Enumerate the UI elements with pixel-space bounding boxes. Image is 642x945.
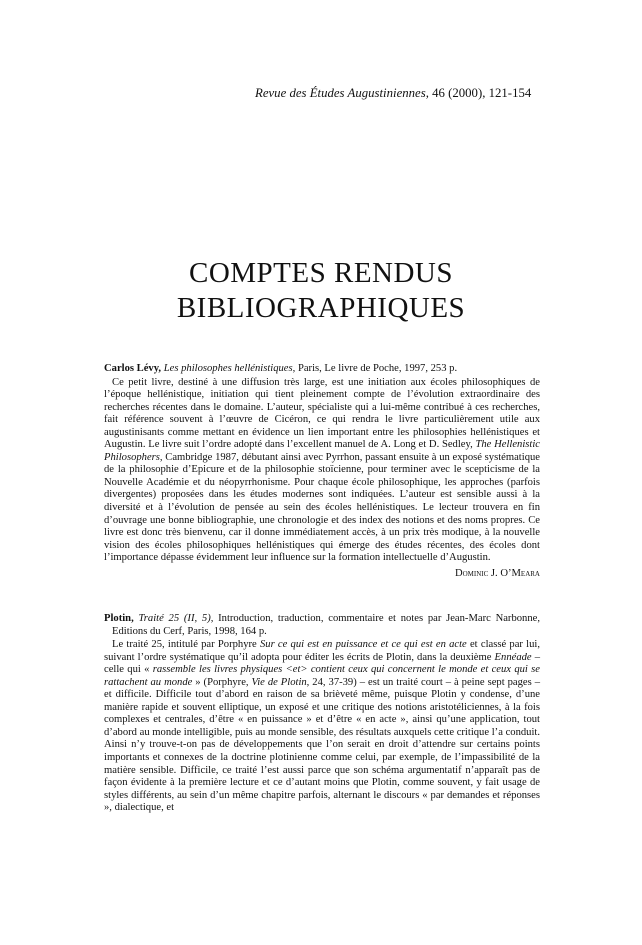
review-book-title: Les philosophes hellénistiques, bbox=[163, 363, 296, 374]
review-citation bbox=[104, 613, 540, 638]
section-title-line-1: COMPTES RENDUS bbox=[188, 257, 454, 289]
review-author: Plotin, bbox=[104, 613, 134, 624]
review-body-text: 24, 37-39) – est un traité court – à peine sept pages – et difficile. Difficile tout d’abord en raison de sa brièveté même, puisque Plotin y condense, d’une manière rapide et souvent elliptique, un exposé et une critique des notions aristotéliciennes, à la fois complexes et centrales, d’être « en puissance » et d’être « en acte », ainsi qu’une application, tout d’abord au monde intelligible, puis au monde sensible, des résultats auxquels cette critique l’a conduit. Ainsi n’y trouve-t-on pas de développements que l’on serait en droit d’attendre sur certains points importants et connexes de la doctrine plotinienne comme celui, par exemple, de l’impassibilité de la matière sensible. Difficile, ce traité l’est aussi parce que son schéma argumentatif n’apparaît pas de façon évidente à la première lecture et ce d’autant moins que Plotin, comme souvent, y fait usage de styles différents, au sein d’un même chapitre parfois, alternant le discours « par demandes et réponses », dialectique, et bbox=[104, 676, 540, 814]
review-body-italic: rassemble les livres physiques <et> contient ceux qui concernent le monde et ceux qui se rattachent au monde bbox=[104, 664, 540, 688]
section-title-line-2: BIBLIOGRAPHIQUES bbox=[176, 292, 466, 324]
review-levy bbox=[104, 363, 540, 580]
review-body-text: – celle qui « bbox=[104, 651, 541, 676]
review-body-text: » (Porphyre, bbox=[192, 676, 252, 688]
review-body bbox=[104, 639, 540, 815]
review-body-text: Ce petit livre, destiné à une diffusion très large, est une initiation aux écoles philosophiques de l’époque hellénistique, initiation qui tient pleinement compte de l’évolution extraordinaire des recherches récentes dans le domaine. L’auteur, spécialiste qui a lui-même contribué à ces recherches, fait référence souvent à l’œuvre de Cicéron, ce qui rendra le livre particulièrement utile aux augustinisants comme mettant en évidence un lien important entre les philosophies hellénistiques et Augustin. Le livre suit l’ordre adopté dans l’excellent manuel de A. Long et D. Sedley, bbox=[104, 376, 540, 451]
review-body-italic: Vie de Plotin, bbox=[251, 676, 310, 688]
running-header bbox=[255, 86, 585, 101]
review-body-text: Cambridge 1987, débutant ainsi avec Pyrrhon, passant ensuite à un exposé systématique de la philosophie d’Epicure et de la philosophie stoïcienne, pour terminer avec le scepticisme de la Nouvelle Académie et du néopyrrhonisme. Pour chaque école philosophique, les approches (parfois divergentes) proposées dans les études modernes sont indiquées. L’auteur est sensible aussi à la diversité et à l’évolution de pensée au sein des écoles hellénistiques. Le lecteur trouvera en fin d’ouvrage une bonne bibliographie, une chronologie et des index des notions et des noms propres. Ce livre est donc très bienvenu, car il donne immédiatement accès, à un prix très modique, à la nouvelle vision des écoles philosophiques hellénistiques qui émerge des études récentes, des écoles dont l’importance dépasse évidemment leur influence sur la formation intellectuelle d’Augustin. bbox=[104, 451, 540, 564]
review-book-title: Traité 25 (II, 5), bbox=[133, 613, 214, 624]
review-body bbox=[104, 377, 540, 565]
review-publication: Introduction, traduction, commentaire et notes par Jean-Marc Narbonne, Editions du Cerf, Paris, 1998, 164 p. bbox=[112, 613, 540, 637]
journal-name: Revue des Études Augustiniennes, bbox=[255, 86, 429, 100]
review-body-italic: The Hellenistic Philosophers, bbox=[104, 439, 540, 463]
review-body-italic: Ennéade bbox=[494, 651, 532, 663]
review-author: Carlos Lévy, bbox=[104, 363, 162, 374]
review-body-text: Le traité 25, intitulé par Porphyre bbox=[112, 639, 260, 651]
journal-details: 46 (2000), 121-154 bbox=[428, 86, 532, 100]
review-signature bbox=[104, 568, 540, 581]
review-citation bbox=[104, 363, 540, 376]
review-body-italic: Sur ce qui est en puissance et ce qui est en acte bbox=[259, 639, 467, 651]
reviewer-name: Dominic J. O’Meara bbox=[454, 567, 540, 579]
review-plotin bbox=[104, 613, 540, 815]
review-body-text: et classé par lui, suivant l’ordre systématique qu’il adopta pour éditer les écrits de Plotin, dans la deuxième bbox=[104, 639, 540, 663]
review-publication: Paris, Le livre de Poche, 1997, 253 p. bbox=[295, 363, 458, 374]
section-title bbox=[0, 256, 642, 326]
